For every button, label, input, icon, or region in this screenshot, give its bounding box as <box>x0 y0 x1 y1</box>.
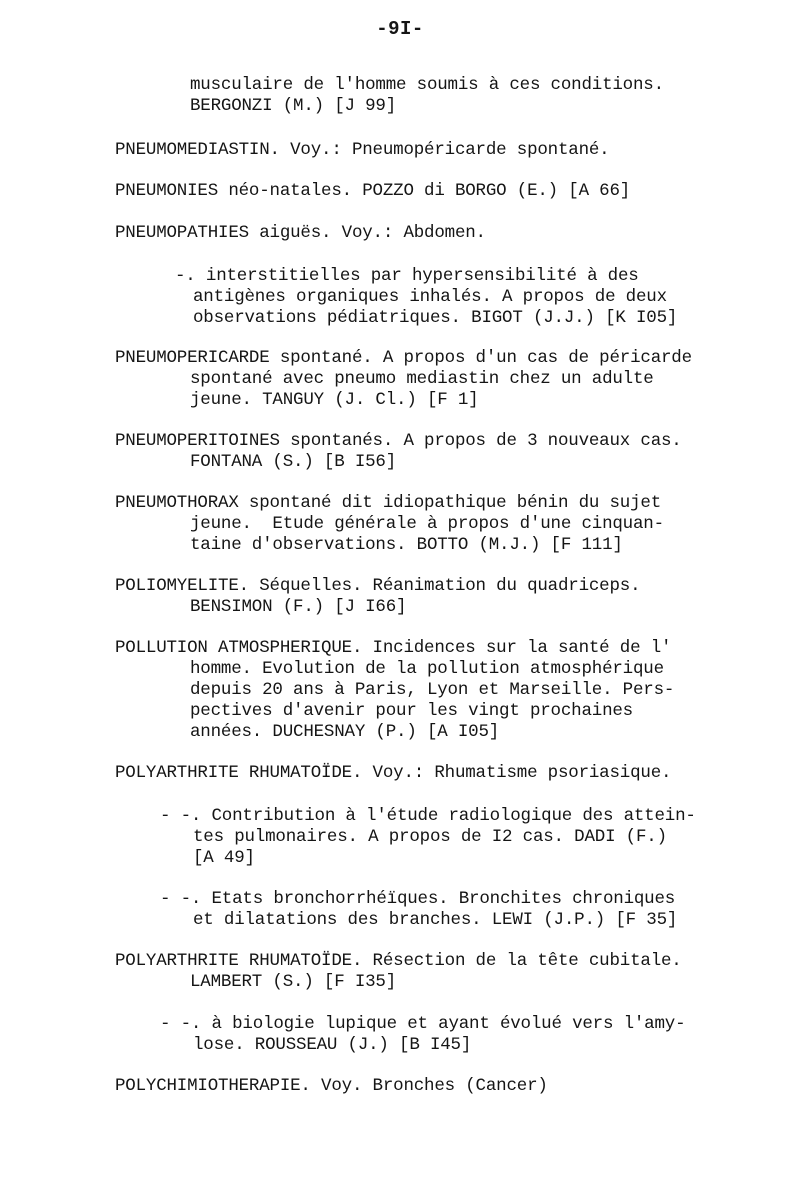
entry-line: spontané avec pneumo mediastin chez un adulte <box>190 369 654 389</box>
entry-line: et dilatations des branches. LEWI (J.P.) [F 35] <box>193 910 678 930</box>
entry-line: BERGONZI (M.) [J 99] <box>190 96 397 116</box>
page-number: -9I- <box>376 18 424 40</box>
entry-line: pectives d'avenir pour les vingt prochaines <box>190 701 633 721</box>
entry-line: années. DUCHESNAY (P.) [A I05] <box>190 722 500 742</box>
entry-line: jeune. TANGUY (J. Cl.) [F 1] <box>190 390 479 410</box>
entry-heading-line: PNEUMOPERICARDE spontané. A propos d'un cas de péricarde <box>115 348 692 368</box>
entry-line: FONTANA (S.) [B I56] <box>190 452 397 472</box>
entry-line: antigènes organiques inhalés. A propos de deux <box>193 287 667 307</box>
entry-line: depuis 20 ans à Paris, Lyon et Marseille. Pers- <box>190 680 675 700</box>
entry-heading-line: POLLUTION ATMOSPHERIQUE. Incidences sur la santé de l' <box>115 638 672 658</box>
entry-line: homme. Evolution de la pollution atmosphérique <box>190 659 664 679</box>
entry-line: observations pédiatriques. BIGOT (J.J.) [K I05] <box>193 308 678 328</box>
entry-heading-line: PNEUMOPATHIES aiguës. Voy.: Abdomen. <box>115 223 486 243</box>
entry-line: [A 49] <box>193 848 255 868</box>
entry-line: lose. ROUSSEAU (J.) [B I45] <box>193 1035 472 1055</box>
entry-line: musculaire de l'homme soumis à ces conditions. <box>190 75 664 95</box>
entry-subheading-line: -. interstitielles par hypersensibilité à des <box>175 266 639 286</box>
entry-line: tes pulmonaires. A propos de I2 cas. DADI (F.) <box>193 827 667 847</box>
entry-line: taine d'observations. BOTTO (M.J.) [F 111] <box>190 535 623 555</box>
entry-line: BENSIMON (F.) [J I66] <box>190 597 407 617</box>
entry-heading-line: PNEUMOMEDIASTIN. Voy.: Pneumopéricarde spontané. <box>115 140 610 160</box>
entry-heading-line: POLYARTHRITE RHUMATOÏDE. Résection de la tête cubitale. <box>115 951 682 971</box>
entry-heading-line: PNEUMOTHORAX spontané dit idiopathique bénin du sujet <box>115 493 661 513</box>
entry-line: jeune. Etude générale à propos d'une cinquan- <box>190 514 664 534</box>
entry-subheading-line: - -. à biologie lupique et ayant évolué vers l'amy- <box>160 1014 686 1034</box>
entry-heading-line: POLIOMYELITE. Séquelles. Réanimation du quadriceps. <box>115 576 641 596</box>
entry-subheading-line: - -. Etats bronchorrhéïques. Bronchites chroniques <box>160 889 676 909</box>
entry-heading-line: POLYCHIMIOTHERAPIE. Voy. Bronches (Cancer) <box>115 1076 548 1096</box>
entry-heading-line: PNEUMOPERITOINES spontanés. A propos de 3 nouveaux cas. <box>115 431 682 451</box>
entry-heading-line: POLYARTHRITE RHUMATOÏDE. Voy.: Rhumatisme psoriasique. <box>115 763 672 783</box>
entry-heading-line: PNEUMONIES néo-natales. POZZO di BORGO (E.) [A 66] <box>115 181 631 201</box>
entry-line: LAMBERT (S.) [F I35] <box>190 972 397 992</box>
entry-subheading-line: - -. Contribution à l'étude radiologique des attein- <box>160 806 696 826</box>
